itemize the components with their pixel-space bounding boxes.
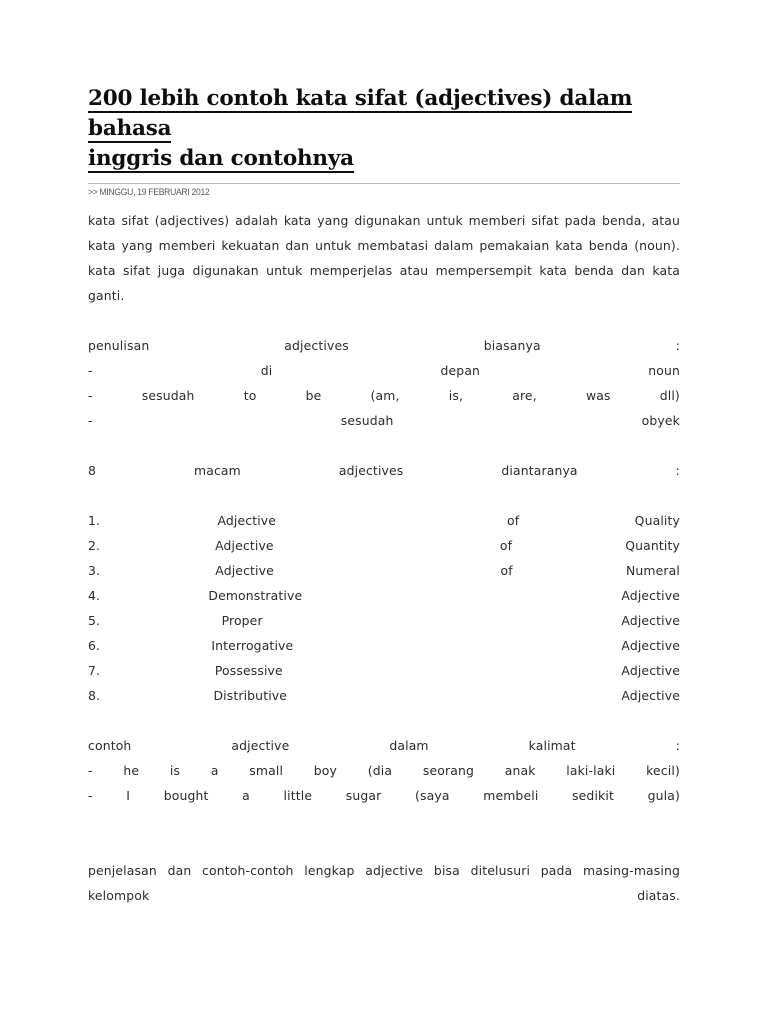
list-item-value: Quality: [634, 513, 680, 528]
list-item-number: 5.: [88, 613, 101, 628]
list-item-value: Adjective: [621, 638, 681, 653]
list-marker: -: [88, 413, 93, 428]
list-item-label: Interrogative: [211, 638, 294, 653]
list-item-label: Distributive: [213, 688, 288, 703]
closing-line-2: [88, 883, 680, 908]
penulisan-heading-word-3: biasanya: [483, 338, 541, 353]
list-item-value: Quantity: [625, 538, 681, 553]
list-item: [88, 533, 680, 558]
intro-paragraph: kata sifat (adjectives) adalah kata yang digunakan untuk memberi sifat pada benda, atau kata yang memberi kekuatan dan untuk membatasi dalam pemakaian kata benda (noun). kata sifat juga digunakan untuk memperjelas atau mempersempit kata benda dan kata ganti.: [88, 213, 680, 303]
list-item-label: Adjective: [215, 563, 274, 578]
section-gap: [88, 308, 680, 333]
closing-line-2-left: kelompok: [88, 888, 150, 903]
list-item-number: 8.: [88, 688, 101, 703]
list-item-value: Adjective: [621, 613, 680, 628]
contoh-heading-word-4: kalimat: [528, 738, 576, 753]
section-gap-large: [88, 808, 680, 858]
list-item-value: Numeral: [626, 563, 681, 578]
list-item-number: 3.: [88, 563, 101, 578]
list-item-connector: of: [499, 538, 513, 553]
list-item: [88, 608, 680, 633]
penulisan-heading-word-2: adjectives: [284, 338, 349, 353]
contoh-example-2-word-9: gula): [647, 788, 680, 803]
closing-line-1-text: penjelasan dan contoh-contoh lengkap adjective bisa ditelusuri pada masing-masing: [88, 863, 680, 878]
list-item-label: Adjective: [215, 538, 274, 553]
penulisan-rule-2: [88, 383, 680, 408]
list-item-label: Demonstrative: [208, 588, 303, 603]
penulisan-heading: [88, 333, 680, 358]
penulisan-heading-word-1: penulisan: [88, 338, 150, 353]
list-item-value: Adjective: [621, 588, 680, 603]
penulisan-rule-2-word-7: was: [585, 388, 611, 403]
macam-heading-word-3: adjectives: [338, 463, 404, 478]
contoh-example-1-word-7: seorang: [422, 763, 474, 778]
list-item-label: Adjective: [217, 513, 277, 528]
page-title-line-1: 200 lebih contoh kata sifat (adjectives) dalam bahasa: [88, 86, 633, 141]
list-item-number: 7.: [88, 663, 101, 678]
list-item-number: 4.: [88, 588, 101, 603]
list-marker: -: [88, 788, 93, 803]
list-marker: -: [88, 363, 93, 378]
contoh-example-1: [88, 758, 680, 783]
contoh-heading-colon: :: [675, 738, 680, 753]
penulisan-rule-1-word-2: depan: [440, 363, 481, 378]
macam-heading-word-2: macam: [194, 463, 241, 478]
section-gap: [88, 433, 680, 458]
closing-paragraph: [88, 858, 680, 908]
contoh-example-1-word-2: is: [169, 763, 181, 778]
contoh-example-1-word-8: anak: [504, 763, 536, 778]
list-marker: -: [88, 763, 93, 778]
list-marker: -: [88, 388, 93, 403]
list-item: [88, 558, 680, 583]
adjective-types-list: [88, 508, 680, 708]
list-item-label: Proper: [221, 613, 263, 628]
closing-line-2-right: diatas.: [637, 888, 680, 903]
publish-date: >> MINGGU, 19 FEBRUARI 2012: [88, 187, 210, 198]
contoh-example-2-word-1: I: [126, 788, 131, 803]
macam-heading: [88, 458, 680, 483]
list-item-connector: of: [500, 563, 513, 578]
list-item-number: 6.: [88, 638, 101, 653]
contoh-section: [88, 733, 680, 808]
contoh-example-2-word-5: sugar: [345, 788, 382, 803]
list-item: [88, 658, 680, 683]
contoh-example-1-word-1: he: [123, 763, 140, 778]
penulisan-rule-2-word-3: be: [305, 388, 322, 403]
section-gap: [88, 708, 680, 733]
contoh-example-1-word-6: (dia: [367, 763, 393, 778]
penulisan-rule-2-word-5: is,: [448, 388, 464, 403]
list-item: [88, 583, 680, 608]
penulisan-rule-3-word-2: obyek: [641, 413, 680, 428]
penulisan-rule-2-word-4: (am,: [370, 388, 400, 403]
page-title: [88, 84, 680, 174]
list-item: [88, 633, 680, 658]
contoh-example-1-word-10: kecil): [646, 763, 680, 778]
penulisan-rule-3: [88, 408, 680, 433]
list-item-number: 1.: [88, 513, 101, 528]
penulisan-rule-3-word-1: sesudah: [340, 413, 394, 428]
penulisan-rule-2-word-6: are,: [512, 388, 537, 403]
contoh-example-2-word-4: little: [283, 788, 313, 803]
contoh-heading-word-2: adjective: [231, 738, 290, 753]
contoh-example-2-word-7: membeli: [483, 788, 539, 803]
list-item-connector: of: [506, 513, 520, 528]
contoh-example-2: [88, 783, 680, 808]
list-item: [88, 683, 680, 708]
contoh-example-2-word-8: sedikit: [572, 788, 614, 803]
penulisan-heading-colon: :: [675, 338, 680, 353]
penulisan-rule-1-word-1: di: [260, 363, 273, 378]
contoh-heading-word-3: dalam: [389, 738, 429, 753]
contoh-example-1-word-4: small: [249, 763, 284, 778]
penulisan-rule-1-word-3: noun: [648, 363, 680, 378]
list-item-number: 2.: [88, 538, 101, 553]
macam-heading-word-4: diantaranya: [501, 463, 578, 478]
title-divider: [88, 183, 680, 184]
contoh-heading-word-1: contoh: [88, 738, 132, 753]
contoh-example-2-word-2: bought: [163, 788, 209, 803]
contoh-example-1-word-9: laki-laki: [566, 763, 616, 778]
macam-heading-word-1: 8: [88, 463, 97, 478]
contoh-heading: [88, 733, 680, 758]
list-item: [88, 508, 680, 533]
list-item-value: Adjective: [621, 688, 680, 703]
contoh-example-1-word-5: boy: [313, 763, 338, 778]
contoh-example-2-word-6: (saya: [415, 788, 450, 803]
contoh-example-1-word-3: a: [210, 763, 219, 778]
document-content: [88, 84, 680, 908]
contoh-example-2-word-3: a: [242, 788, 250, 803]
page-title-line-2: inggris dan contohnya: [88, 146, 354, 171]
penulisan-section: [88, 333, 680, 433]
list-item-value: Adjective: [621, 663, 681, 678]
penulisan-rule-1: [88, 358, 680, 383]
penulisan-rule-2-word-1: sesudah: [141, 388, 195, 403]
penulisan-rule-2-word-8: dll): [659, 388, 680, 403]
section-gap: [88, 483, 680, 508]
macam-heading-colon: :: [675, 463, 680, 478]
closing-line-1: [88, 858, 680, 883]
list-item-label: Possessive: [214, 663, 283, 678]
penulisan-rule-2-word-2: to: [243, 388, 257, 403]
